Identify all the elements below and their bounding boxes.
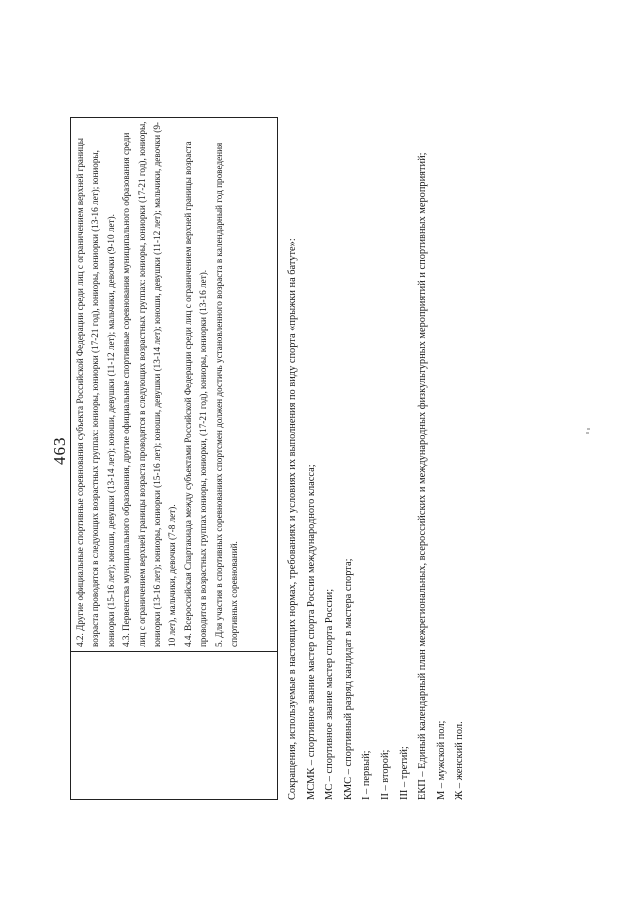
abbreviation-item: I – первый; [361, 750, 373, 800]
table-row-4-3: 4.3. Первенства муниципального образования, другие официальные спортивные соревнования муниципального образования среди лиц с ограничением верхней границы возраста проводятся в следующих возрастных группах: юниоры, юниорки (17-21 год), юниоры, юниорки (13-16 лет); юниоры, юниорки (15-16 лет); юноши, девушки (13-14 лет); юноши, девушки (11-12 лет); мальчики, девочки (9-10 лет), мальчики, девочки (7-8 лет). [121, 121, 178, 647]
abbreviation-item: МС – спортивное звание мастер спорта России; [324, 588, 336, 800]
abbreviation-item: II – второй; [379, 749, 391, 800]
rotated-content [50, 100, 490, 800]
table-row-5: 5. Для участия в спортивных соревнованиях спортсмен должен достичь установленного возраста в календарный год проведения спортивных соревнований. [213, 142, 240, 647]
table-text-cell [73, 120, 242, 647]
table-row-4-4: 4.4. Всероссийская Спартакиада между субъектами Российской Федерации среди лиц с ограничением верхней границы возраста проводится в возрастных группах юниоры, юниорки, (17-21 год), юниоры, юниорки (13-16 лет). [182, 141, 209, 647]
abbreviations-section [284, 100, 470, 800]
abbreviation-item: III – третий; [398, 746, 410, 800]
abbreviation-item: ЕКП – Единый календарный план межрегиональных, всероссийских и международных физкультурных мероприятий и спортивных мероприятий; [417, 152, 429, 800]
table-left-column [71, 651, 277, 799]
table-left-cell [71, 652, 277, 799]
scan-speck [587, 428, 590, 430]
abbreviations-intro: Сокращения, используемые в настоящих нормах, требованиях и условиях их выполнения по виду спорта «прыжки на батуте»: [287, 238, 298, 800]
norms-table [70, 117, 278, 800]
abbreviation-item: КМС – спортивный разряд кандидат в мастера спорта; [342, 558, 354, 800]
abbreviation-item: МСМК – спортивное звание мастер спорта России международного класса; [305, 464, 317, 800]
abbreviation-item: Ж – женский пол. [454, 721, 466, 800]
abbreviation-item: М – мужской пол; [435, 720, 447, 800]
page-number: 463 [50, 436, 69, 465]
table-row-4-2: 4.2. Другие официальные спортивные соревнования субъекта Российской Федерации среди лиц с ограничением верхней границы возраста проводятся в следующих возрастных группах: юниоры, юниорки (17-21 год), юниоры, юниорки (13-16 лет); юниоры, юниорки (15-16 лет); юноши, девушки (13-14 лет); юноши, девушки (11-12 лет); мальчики, девочки (9-10 лет). [75, 138, 116, 647]
scan-speck [586, 432, 589, 434]
